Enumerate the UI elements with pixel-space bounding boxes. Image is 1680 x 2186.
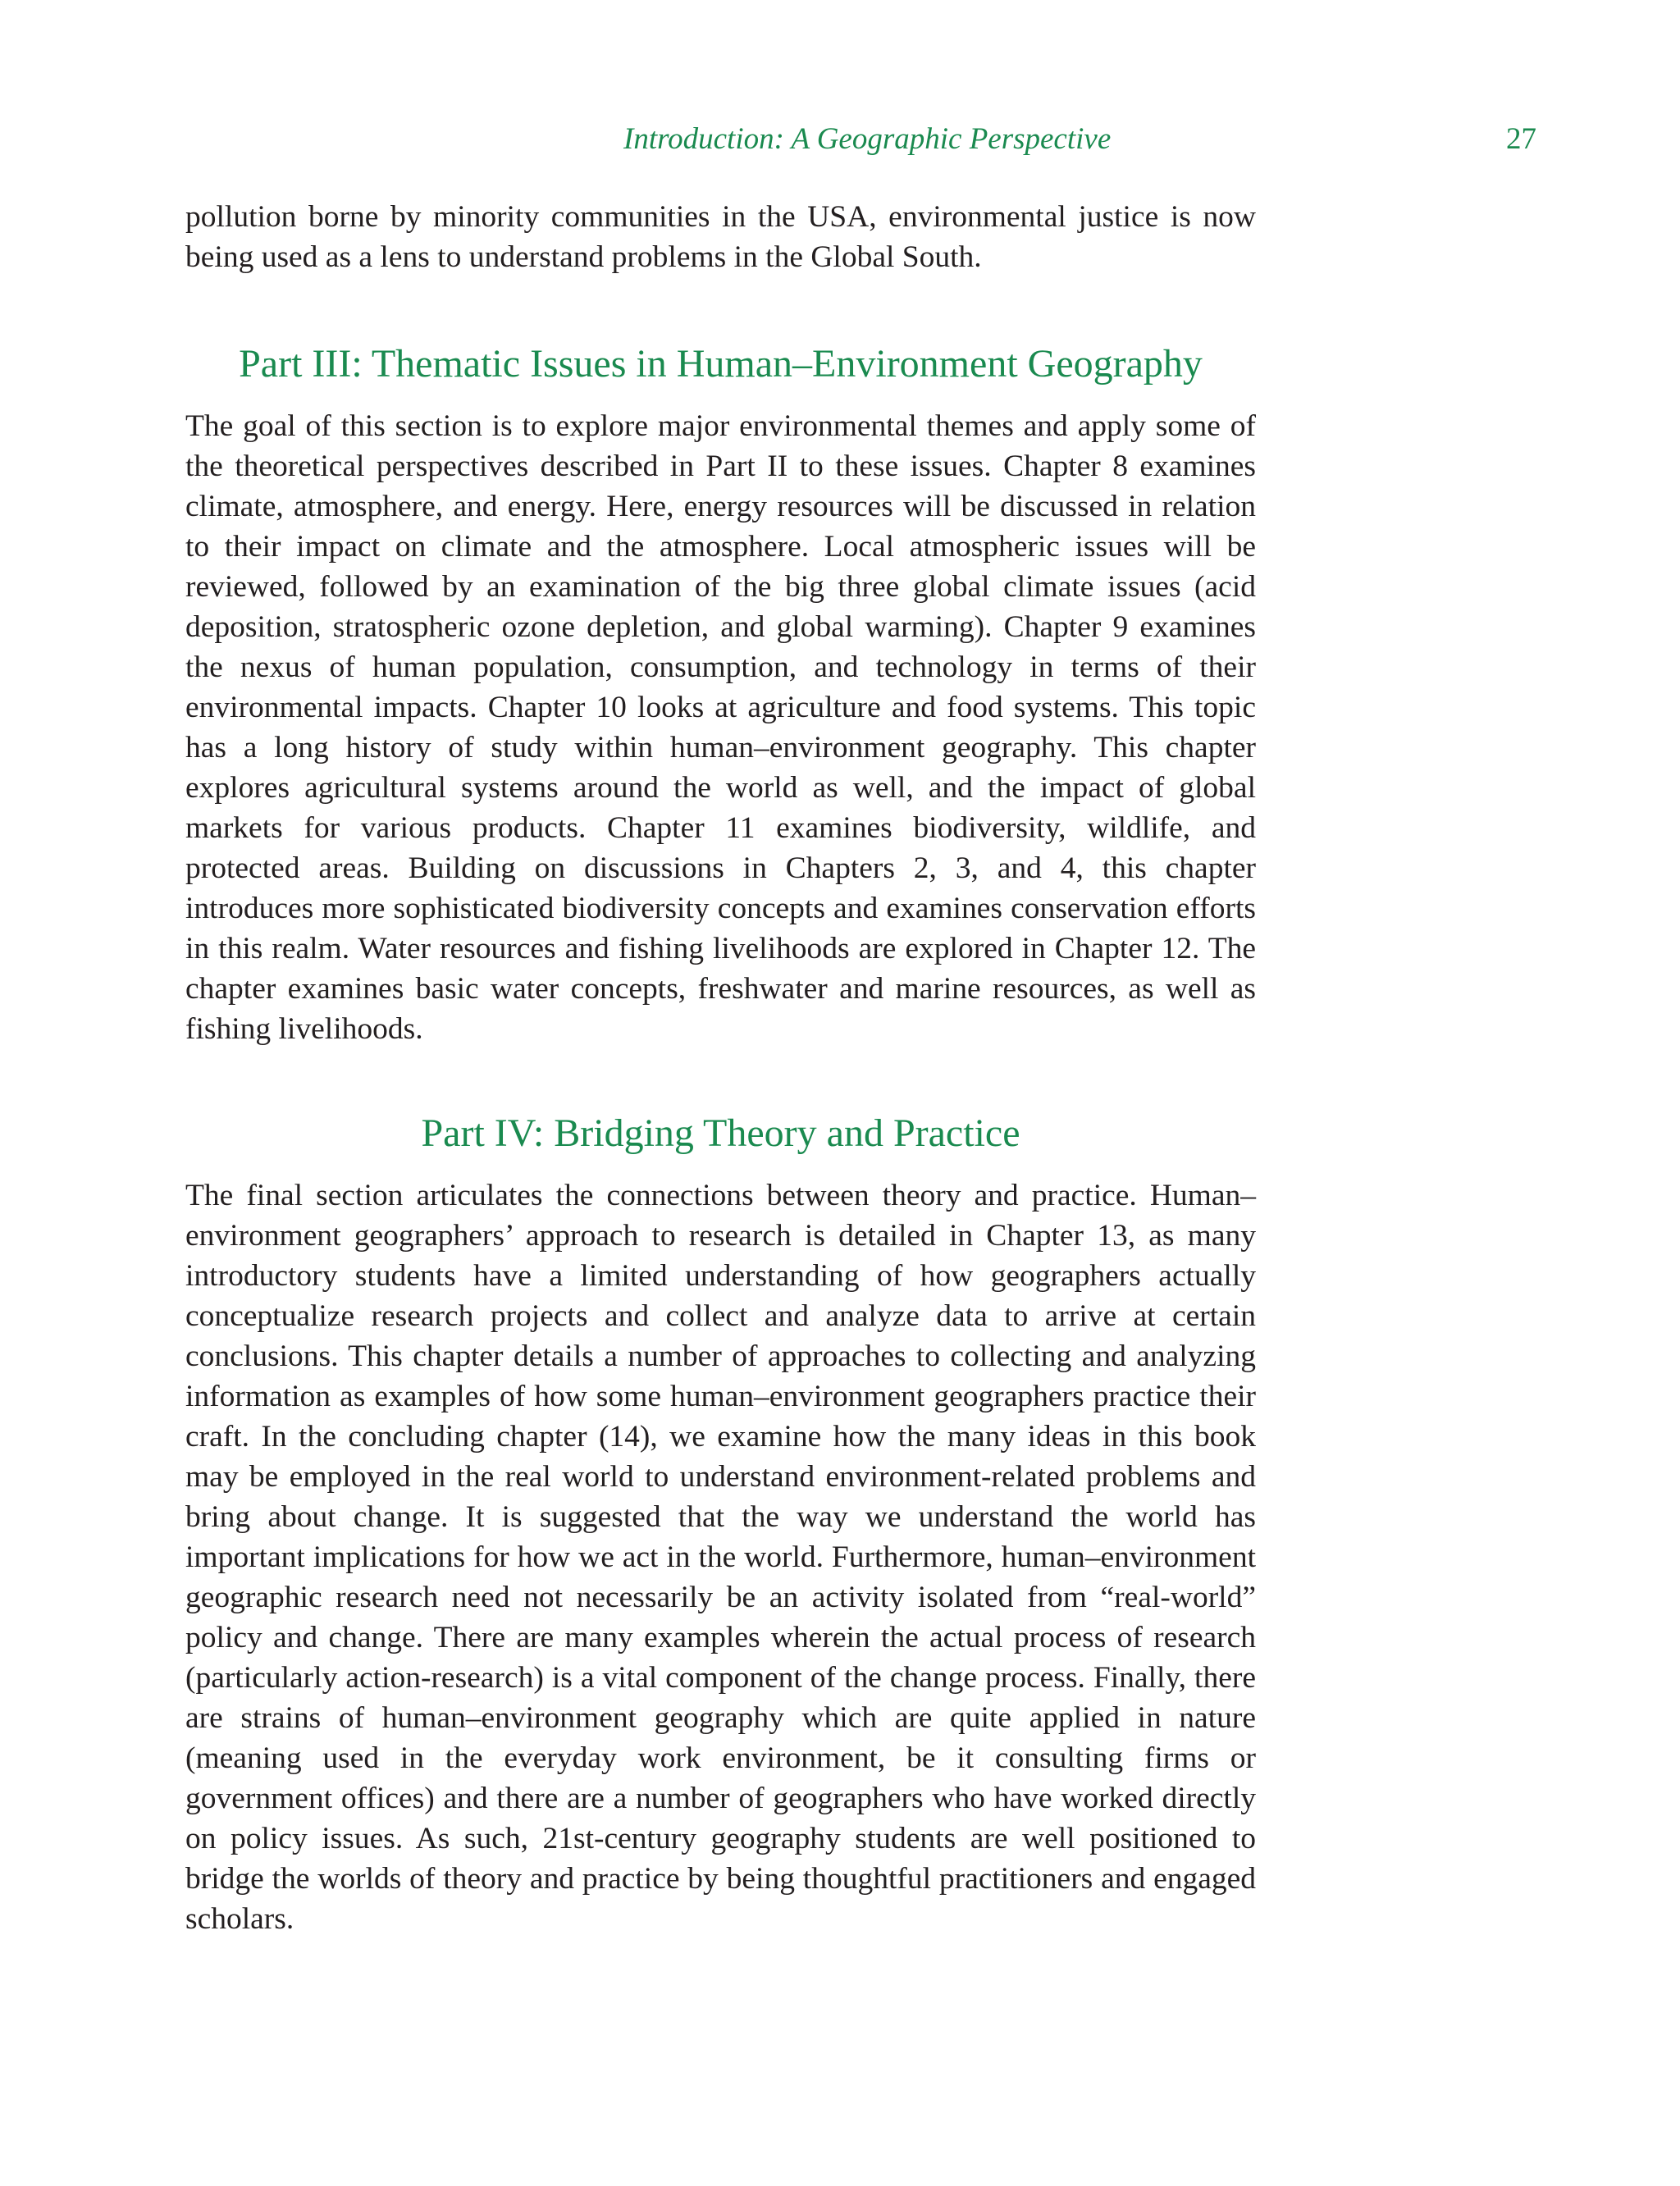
running-title: Introduction: A Geographic Perspective <box>623 122 1112 156</box>
page-number: 27 <box>1506 122 1536 156</box>
running-head <box>0 121 1680 171</box>
section-heading-part-iv: Part IV: Bridging Theory and Practice <box>421 1111 1020 1155</box>
carry-over-paragraph: pollution borne by minority communities in the USA, environmental justice is now being used as a lens to understand problems in the Global South. <box>185 200 1256 274</box>
section-heading-part-iii: Part III: Thematic Issues in Human–Environment Geography <box>239 342 1203 386</box>
section-paragraph-part-iv: The final section articulates the connections between theory and practice. Human–environment geographers’ approach to research is detailed in Chapter 13, as many introductory students have a limited understanding of how geographers actually conceptualize research projects and collect and analyze data to arrive at certain conclusions. This chapter details a number of approaches to collecting and analyzing information as examples of how some human–environment geographers practice their craft. In the concluding chapter (14), we examine how the many ideas in this book may be employed in the real world to understand environment-related problems and bring about change. It is suggested that the way we understand the world has important implications for how we act in the world. Furthermore, human–environment geographic research need not necessarily be an activity isolated from “real-world” policy and change. There are many examples wherein the actual process of research (particularly action-research) is a vital component of the change process. Finally, there are strains of human–environment geography which are quite applied in nature (meaning used in the everyday work environment, be it consulting firms or government offices) and there are a number of geographers who have worked directly on policy issues. As such, 21st-century geography students are well positioned to bridge the worlds of theory and practice by being thoughtful practitioners and engaged scholars. <box>185 1179 1256 1936</box>
section-paragraph-part-iii: The goal of this section is to explore major environmental themes and apply some of the theoretical perspectives described in Part II to these issues. Chapter 8 examines climate, atmosphere, and energy. Here, energy resources will be discussed in relation to their impact on climate and the atmosphere. Local atmospheric issues will be reviewed, followed by an examination of the big three global climate issues (acid deposition, stratospheric ozone depletion, and global warming). Chapter 9 examines the nexus of human population, consumption, and technology in terms of their environmental impacts. Chapter 10 looks at agriculture and food systems. This topic has a long history of study within human–environment geography. This chapter explores agricultural systems around the world as well, and the impact of global markets for various products. Chapter 11 examines biodiversity, wildlife, and protected areas. Building on discussions in Chapters 2, 3, and 4, this chapter introduces more sophisticated biodiversity concepts and examines conservation efforts in this realm. Water resources and fishing livelihoods are explored in Chapter 12. The chapter examines basic water concepts, freshwater and marine resources, as well as fishing livelihoods. <box>185 409 1256 1046</box>
